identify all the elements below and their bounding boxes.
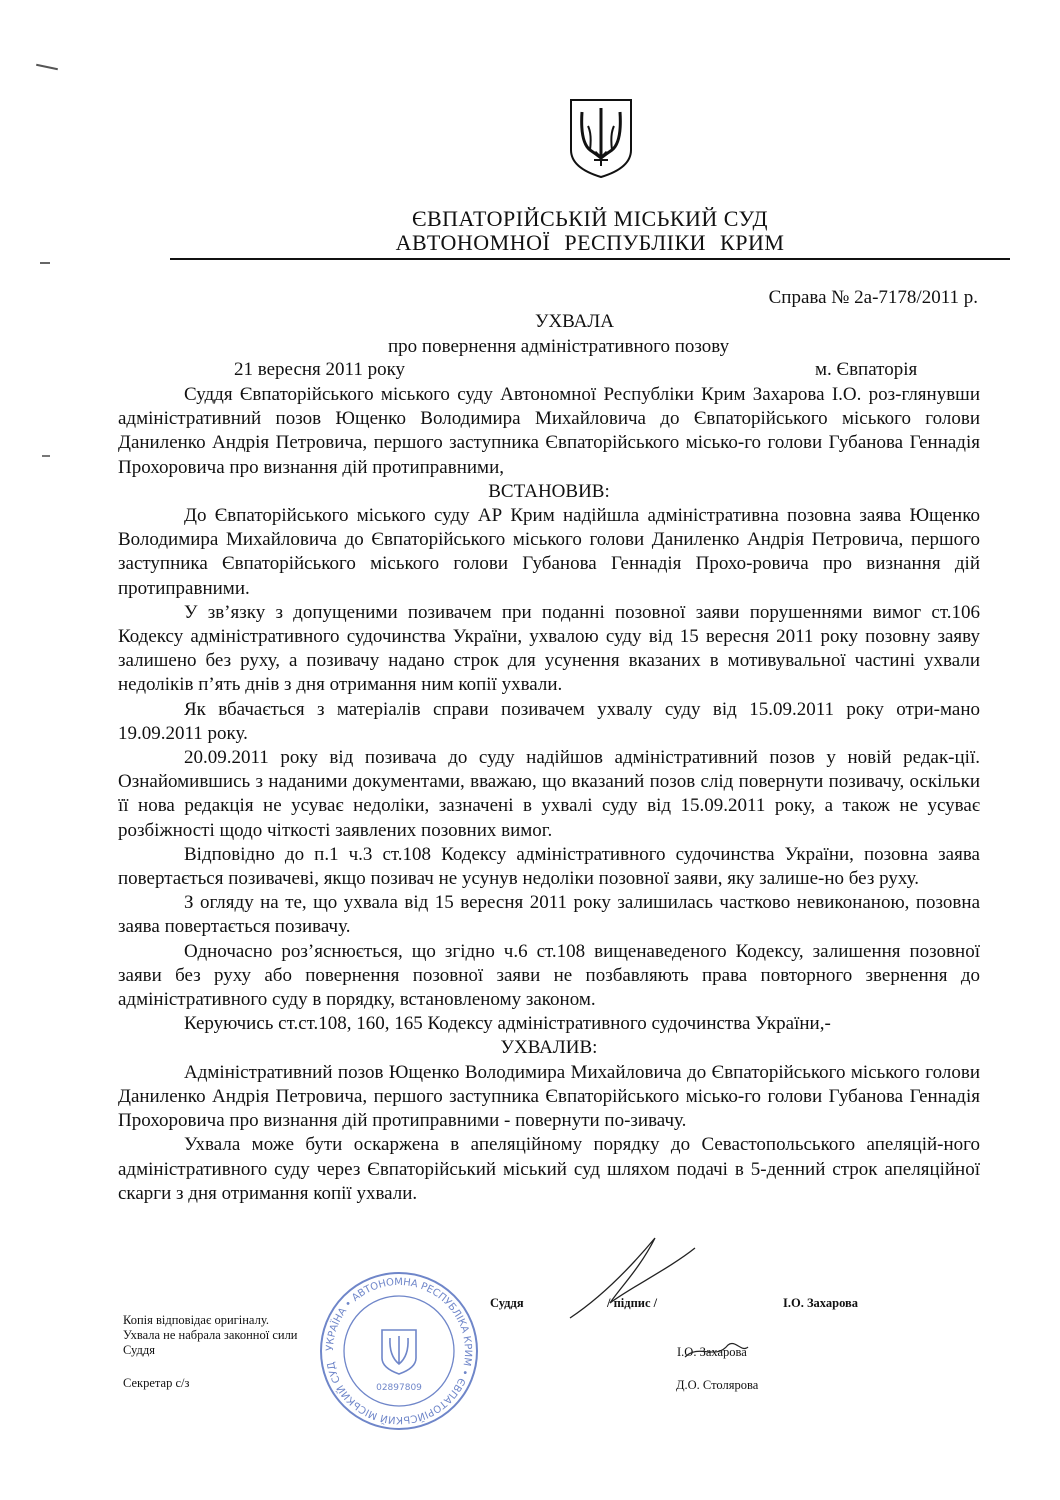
handwritten-signature (680, 1335, 750, 1365)
court-seal-stamp (318, 1270, 480, 1432)
not-in-force-note: Ухвала не набрала законної сили (123, 1328, 298, 1342)
document-body (118, 383, 980, 1206)
footer-secretary-label: Секретар с/з (123, 1376, 190, 1390)
header-divider (170, 258, 1010, 260)
signature-judge-label: Суддя (490, 1296, 524, 1310)
case-number: Справа № 2а-7178/2011 р. (768, 287, 978, 308)
body-paragraph: Відповідно до п.1 ч.3 ст.108 Кодексу адміністративного судочинства України, позовна заява повертається позивачеві, якщо позивач не усунув недоліки позовної заяви, яку залише-но без руху. (118, 843, 980, 890)
scan-mark (36, 64, 58, 71)
document-date: 21 вересня 2011 року (234, 359, 406, 380)
ruling-paragraph: Адміністративний позов Ющенко Володимира Михайловича до Євпаторійського міського голови Даниленко Андрія Петровича, першого заступника Євпаторійського місько-го голови Губанова Геннадія Прохоровича про визнання дій протиправними - повернути по-зивачу. (118, 1061, 980, 1132)
body-paragraph: Керуючись ст.ст.108, 160, 165 Кодексу адміністративного судочинства України,- (184, 1013, 831, 1035)
established-heading: ВСТАНОВИВ: (488, 480, 610, 502)
scan-mark (40, 262, 50, 264)
body-paragraph: 20.09.2011 року від позивача до суду надійшов адміністративний позов у новій редак-ції. Ознайомившись з наданими документами, вважаю, що вказаний позов слід повернути позивачу, оскільки її нова редакція не усуває недоліки, зазначені в ухвалі суду від 15.09.2011 року, а також не усуває розбіжності щодо чіткості заявлених позовних вимог. (118, 747, 980, 841)
document-place: м. Євпаторія (815, 359, 918, 380)
copy-note: Копія відповідає оригіналу. (123, 1313, 269, 1327)
footer-judge-name: І.О. Захарова (677, 1345, 747, 1359)
ruled-heading: УХВАЛИВ: (500, 1037, 598, 1059)
court-name: ЄВПАТОРІЙСЬКІЙ МІСЬКИЙ СУД (411, 206, 769, 231)
body-paragraph: Як вбачається з матеріалів справи позивачем ухвалу суду від 15.09.2011 року отри-мано 19.09.2011 року. (118, 698, 980, 744)
footer-secretary-name: Д.О. Столярова (676, 1378, 759, 1392)
handwritten-signature (560, 1228, 700, 1328)
body-paragraph: Одночасно роз’яснюється, що згідно ч.6 ст.108 вищенаведеного Кодексу, залишення позовної заяви без руху або повернення позовної заяви не позбавляють права повторного звернення до адміністративного суду в порядку, встановленому законом. (118, 940, 980, 1011)
body-paragraph: З огляду на те, що ухвала від 15 вересня 2011 року залишилась частково невиконаною, позовна заява повертається позивачу. (118, 892, 980, 938)
trident-emblem-icon (566, 96, 636, 180)
document-title: УХВАЛА (535, 311, 614, 332)
court-region: АВТОНОМНОЇ РЕСПУБЛІКИ КРИМ (395, 230, 785, 255)
appeal-paragraph: Ухвала може бути оскаржена в апеляційному порядку до Севастопольського апеляцій-ного адміністративного суду через Євпаторійський міський суд шляхом подачі в 5-денний строк апеляційної скарги з дня отримання копії ухвали. (118, 1134, 980, 1204)
seal-code: 02897809 (376, 1383, 422, 1393)
scan-mark (42, 455, 50, 457)
body-paragraph: До Євпаторійського міського суду АР Крим надійшла адміністративна позовна заява Ющенко Володимира Михайловича до Євпаторійського міського голови Даниленко Андрія Петровича, першого заступника Євпаторійського міського голови Губанова Геннадія Прохо-ровича про визнання дій протиправними. (118, 505, 980, 599)
document-subtitle: про повернення адміністративного позову (388, 336, 730, 357)
body-paragraph: У зв’язку з допущеними позивачем при поданні позовної заяви порушеннями вимог ст.106 Кодексу адміністративного судочинства України, ухвалою суду від 15 вересня 2011 року позовну заяву залишено без руху, а позивачу надано строк для усунення вказаних в мотивувальної частині ухвали недоліків п’ять днів з дня отримання ним копії ухвали. (118, 601, 980, 696)
intro-paragraph: Суддя Євпаторійського міського суду Автономної Республіки Крим Захарова І.О. роз-глянувши адміністративний позов Ющенко Володимира Михайловича до Євпаторійського міського голови Даниленко Андрія Петровича, першого заступника Євпаторійського місько-го голови Губанова Геннадія Прохоровича про визнання дій протиправними, (118, 384, 980, 478)
footer-judge-label: Суддя (123, 1343, 155, 1357)
seal-ring-text: УКРАЇНА • АВТОНОМНА РЕСПУБЛІКА КРИМ • ЄВПАТОРІЙСЬКИЙ МІСЬКИЙ СУД (324, 1276, 474, 1426)
signature-judge-name: І.О. Захарова (783, 1296, 859, 1310)
signature-sign-label: / підпис / (607, 1296, 658, 1310)
